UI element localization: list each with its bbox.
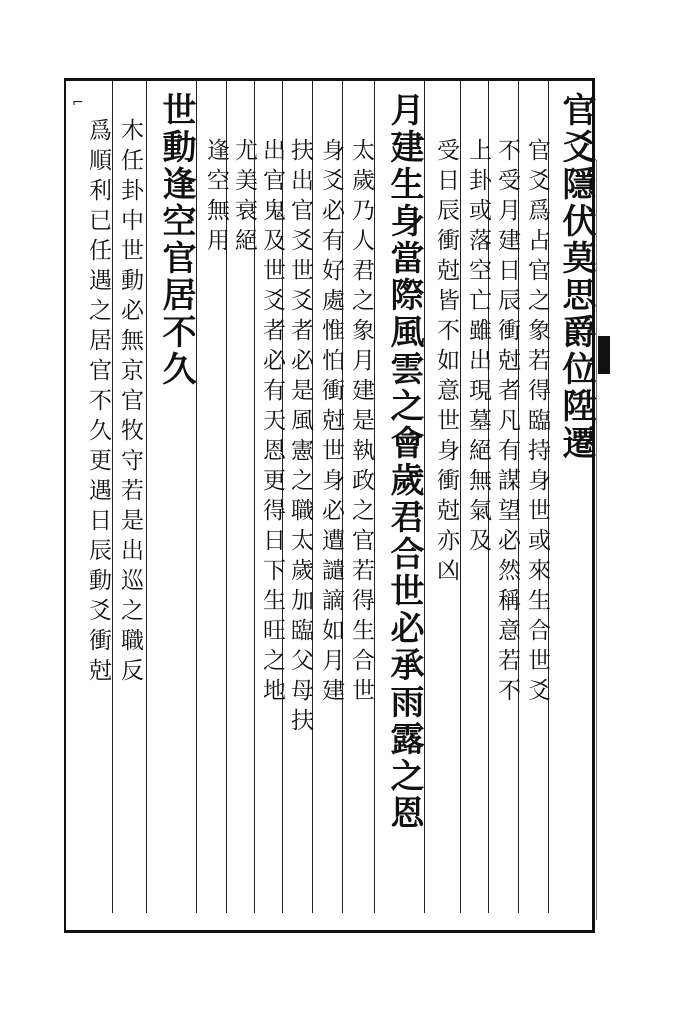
text-column-7: 太歲乃人君之象月建是執政之官若得生合世 bbox=[348, 138, 374, 708]
text-column-15: 爲順利已任遇之居官不久更遇日辰動爻衝尅 bbox=[85, 118, 111, 688]
heading-column-13: 世動逢空官居不久 bbox=[156, 92, 196, 388]
text-column-2: 官爻爲占官之象若得臨持身世或來生合世爻 bbox=[524, 138, 550, 708]
text-column-4: 上卦或落空亡雖出現墓絕無氣及 bbox=[465, 138, 491, 558]
text-column-10: 出官鬼及世爻者必有天恩更得日下生旺之地 bbox=[259, 138, 285, 708]
margin-tick-icon: ⌐ bbox=[72, 95, 84, 111]
text-column-11: 尤美衰絕 bbox=[231, 138, 257, 258]
text-column-12: 逢空無用 bbox=[203, 138, 229, 258]
text-column-9: 扶出官爻世爻者必是風憲之職太歲加臨父母扶 bbox=[287, 138, 313, 738]
text-column-8: 身爻必有好處惟怕衝尅世身必遭譴謫如月建 bbox=[318, 138, 344, 708]
heading-column-6: 月建生身當際風雲之會歲君合世必承雨露之恩 bbox=[384, 92, 424, 832]
heading-column-1: 官爻隱伏莫思爵位陞遷 bbox=[556, 92, 596, 462]
text-column-3: 不受月建日辰衝尅者凡有謀望必然稱意若不 bbox=[494, 138, 520, 708]
frame-bottom-border bbox=[64, 930, 594, 933]
text-column-5: 受日辰衝尅皆不如意世身衝尅亦凶 bbox=[433, 138, 459, 588]
frame-top-border bbox=[64, 78, 594, 81]
frame-left-border bbox=[64, 78, 66, 933]
text-column-14: 木任卦中世動必無京官牧守若是出巡之職反 bbox=[117, 118, 143, 688]
